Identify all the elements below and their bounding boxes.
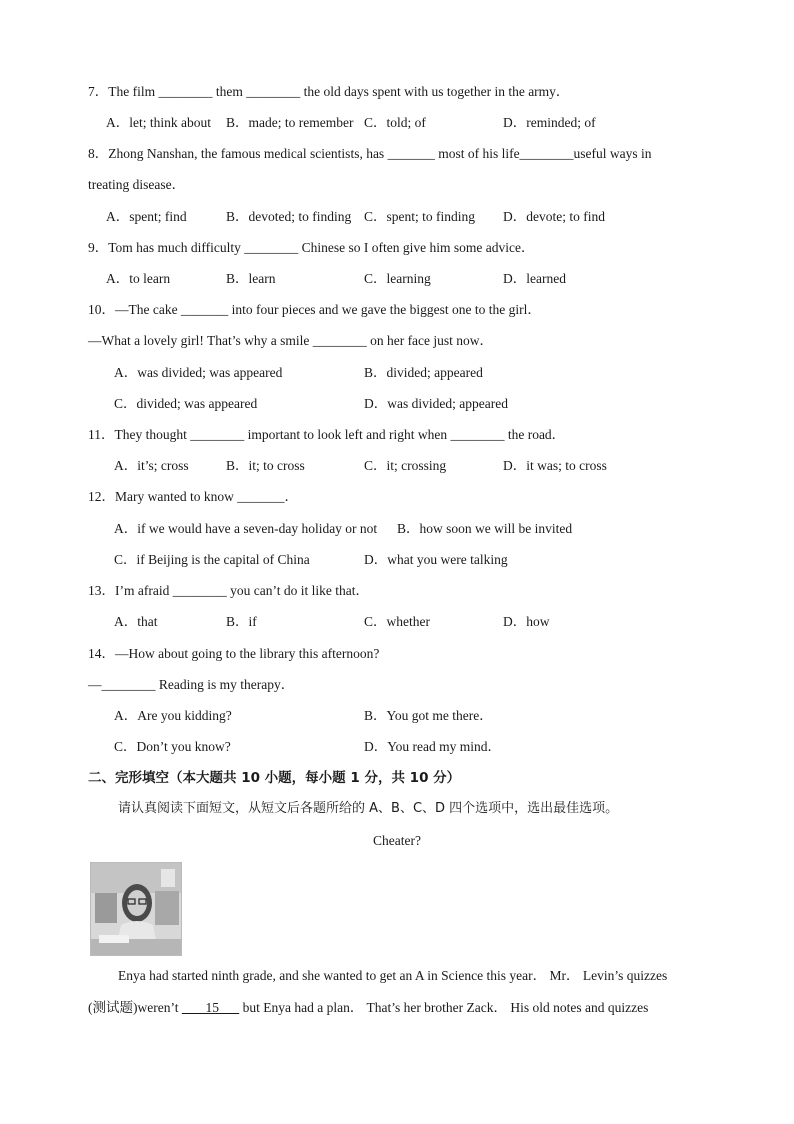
q9-stem: 9．Tom has much difficulty ________ Chinese so I often give him some advice．: [88, 240, 535, 255]
q12-option-d: D．what you were talking: [364, 552, 508, 567]
q10-option-c: C．divided; was appeared: [114, 396, 258, 411]
student-photo: [90, 862, 182, 956]
section-instruction: 请认真阅读下面短文，从短文后各题所给的 A、B、C、D 四个选项中，选出最佳选项。: [118, 801, 619, 816]
q7-option-a: A．let; think about: [106, 115, 211, 130]
q10-option-a: A．was divided; was appeared: [114, 365, 283, 380]
q8-option-b: B．devoted; to finding: [226, 209, 352, 224]
q11-stem: 11．They thought ________ important to look left and right when ________ the road．: [88, 427, 566, 442]
q14-option-c: C．Don’t you know?: [114, 739, 231, 754]
passage-line1: Enya had started ninth grade, and she wanted to get an A in Science this year． Mr． Levin’s quizzes: [118, 968, 668, 983]
q14-option-d: D．You read my mind．: [364, 739, 502, 754]
passage-line2: [88, 999, 648, 1017]
q8-option-c: C．spent; to finding: [364, 209, 475, 224]
q13-stem: 13．I’m afraid ________ you can’t do it like that．: [88, 583, 369, 598]
q11-option-d: D．it was; to cross: [503, 458, 607, 473]
q10-option-d: D．was divided; appeared: [364, 396, 508, 411]
section-heading: 二、完形填空（本大题共 10 小题，每小题 1 分，共 10 分）: [88, 770, 461, 786]
q12-option-c: C．if Beijing is the capital of China: [114, 552, 310, 567]
q10-stem-line2: —What a lovely girl! That’s why a smile ________ on her face just now．: [88, 333, 494, 348]
q10-option-b: B．divided; appeared: [364, 365, 483, 380]
q8-option-d: D．devote; to find: [503, 209, 605, 224]
q11-option-a: A．it’s; cross: [114, 458, 189, 473]
q11-option-c: C．it; crossing: [364, 458, 447, 473]
q7-stem: 7．The film ________ them ________ the old days spent with us together in the army．: [88, 84, 570, 99]
q12-option-b: B．how soon we will be invited: [397, 521, 573, 536]
q12-option-a: A．if we would have a seven-day holiday or not: [114, 521, 378, 536]
q9-option-d: D．learned: [503, 271, 566, 286]
q9-option-a: A．to learn: [106, 271, 171, 286]
q9-option-b: B．learn: [226, 271, 276, 286]
q8-stem-line2: treating disease．: [88, 177, 186, 192]
q13-option-d: D．how: [503, 614, 550, 629]
q8-stem-line1: 8．Zhong Nanshan, the famous medical scientists, has _______ most of his life________useful ways in: [88, 146, 652, 161]
q13-option-b: B．if: [226, 614, 257, 629]
passage-line2-end: but Enya had a plan． That’s her brother Zack． His old notes and quizzes: [239, 1000, 649, 1015]
q14-option-b: B．You got me there．: [364, 708, 493, 723]
q7-option-d: D．reminded; of: [503, 115, 596, 130]
q14-option-a: A．Are you kidding?: [114, 708, 232, 723]
q9-option-c: C．learning: [364, 271, 431, 286]
q7-option-b: B．made; to remember: [226, 115, 354, 130]
q13-option-c: C．whether: [364, 614, 430, 629]
q8-option-a: A．spent; find: [106, 209, 187, 224]
q11-option-b: B．it; to cross: [226, 458, 305, 473]
passage-line2-start: (测试题)weren’t: [88, 1000, 182, 1015]
q14-stem-line2: —________ Reading is my therapy．: [88, 677, 295, 692]
q10-stem-line1: 10．—The cake _______ into four pieces and we gave the biggest one to the girl．: [88, 302, 541, 317]
blank-15: 15: [181, 1000, 240, 1015]
passage-title: Cheater?: [373, 833, 421, 848]
q12-stem: 12．Mary wanted to know _______．: [88, 489, 298, 504]
q7-option-c: C．told; of: [364, 115, 426, 130]
q13-option-a: A．that: [114, 614, 158, 629]
q14-stem-line1: 14．—How about going to the library this afternoon?: [88, 646, 380, 661]
